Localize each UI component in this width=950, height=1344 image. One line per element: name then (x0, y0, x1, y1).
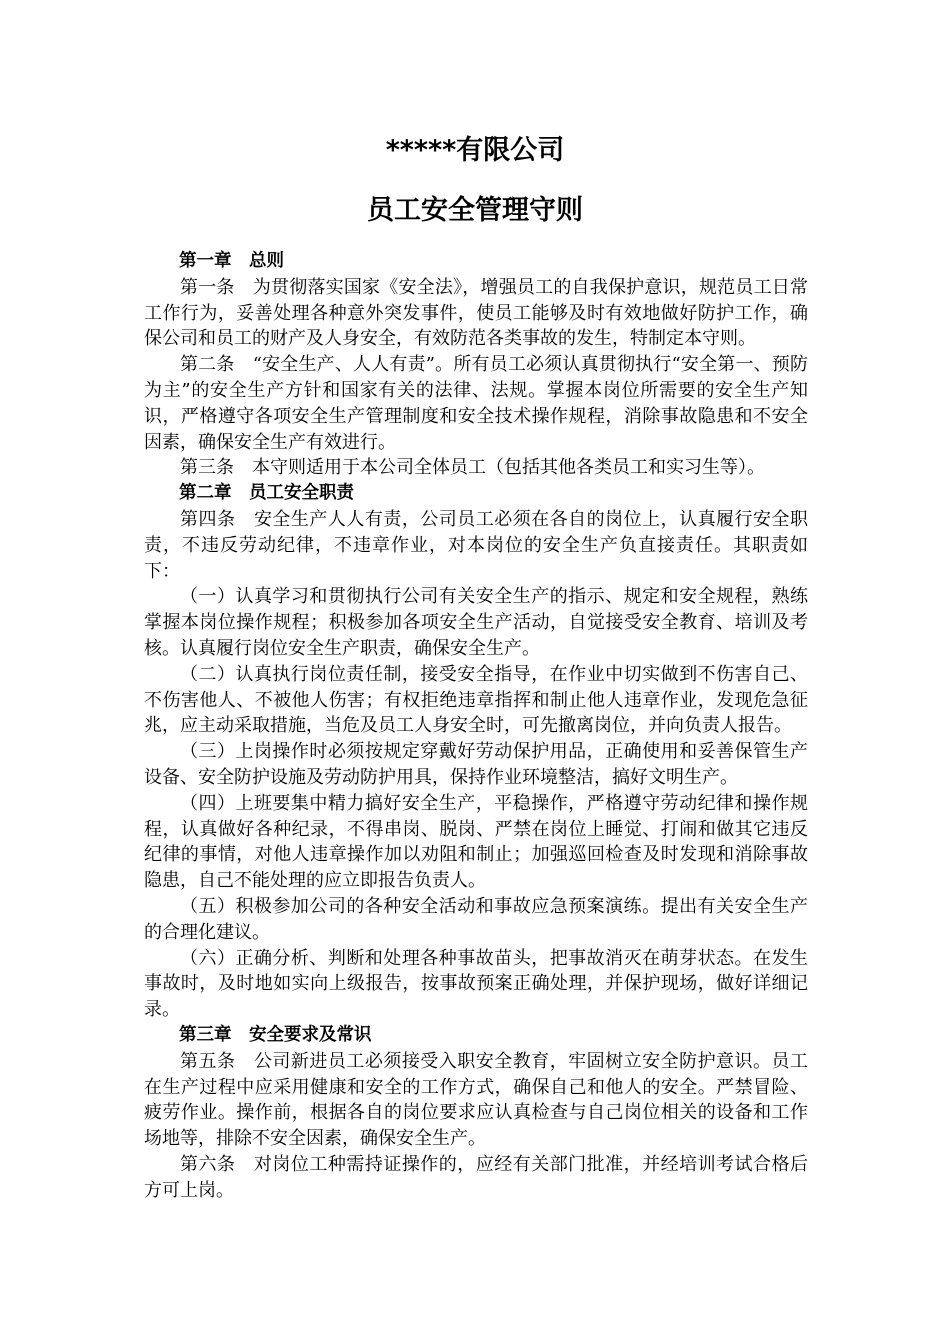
paragraph: 第三条 本守则适用于本公司全体员工（包括其他各类员工和实习生等）。 (180, 457, 765, 479)
document-title: 员工安全管理守则 (367, 195, 583, 226)
paragraph: （一）认真学习和贯彻执行公司有关安全生产的指示、规定和安全规程，熟练掌握本岗位操作规程；积极参加各项安全生产活动，自觉接受安全教育、培训及考核。认真履行岗位安全生产职责，确保安全生产。 (144, 586, 808, 659)
paragraph: 第六条 对岗位工种需持证操作的，应经有关部门批准，并经培训考试合格后方可上岗。 (144, 1153, 808, 1201)
paragraph: 第四条 安全生产人人有责，公司员工必须在各自的岗位上，认真履行安全职责，不违反劳动纪律，不违章作业，对本岗位的安全生产负直接责任。其职责如下： (144, 508, 808, 582)
chapter-heading: 第三章 安全要求及常识 (179, 1024, 372, 1045)
paragraph: 第二条 “安全生产、人人有责”。所有员工必须认真贯彻执行“安全第一、预防为主”的安全生产方针和国家有关的法律、法规。掌握本岗位所需要的安全生产知识，严格遵守各项安全生产管理制度和安全技术操作规程，消除事故隐患和不安全因素，确保安全生产有效进行。 (144, 354, 808, 453)
document-body (144, 249, 808, 1203)
paragraph: （五）积极参加公司的各种安全活动和事故应急预案演练。提出有关安全生产的合理化建议。 (144, 895, 808, 943)
paragraph: 第五条 公司新进员工必须接受入职安全教育，牢固树立安全防护意识。员工在生产过程中应采用健康和安全的工作方式，确保自己和他人的安全。严禁冒险、疲劳作业。操作前，根据各自的岗位要求应认真检查与自己岗位相关的设备和工作场地等，排除不安全因素，确保安全生产。 (144, 1050, 808, 1150)
paragraph: （二）认真执行岗位责任制，接受安全指导，在作业中切实做到不伤害自己、不伤害他人、不被他人伤害；有权拒绝违章指挥和制止他人违章作业，发现危急征兆，应主动采取措施，当危及员工人身安全时，可先撤离岗位，并向负责人报告。 (144, 663, 808, 737)
paragraph: 第一条 为贯彻落实国家《安全法》，增强员工的自我保护意识，规范员工日常工作行为，妥善处理各种意外突发事件，使员工能够及时有效地做好防护工作，确保公司和员工的财产及人身安全，有效防范各类事故的发生，特制定本守则。 (144, 276, 808, 350)
chapter-heading: 第二章 员工安全职责 (179, 483, 354, 504)
paragraph: （六）正确分析、判断和处理各种事故苗头，把事故消灭在萌芽状态。在发生事故时，及时地如实向上级报告，按事故预案正确处理，并保护现场，做好详细记录。 (144, 947, 808, 1021)
company-name: *****有限公司 (385, 135, 565, 166)
title-block (0, 128, 950, 234)
paragraph: （四）上班要集中精力搞好安全生产，平稳操作，严格遵守劳动纪律和操作规程，认真做好各种纪录，不得串岗、脱岗、严禁在岗位上睡觉、打闹和做其它违反纪律的事情，对他人违章操作加以劝阻和制止；加强巡回检查及时发现和消除事故隐患，自己不能处理的应立即报告负责人。 (144, 792, 808, 892)
chapter-heading: 第一章 总则 (179, 251, 284, 271)
paragraph: （三）上岗操作时必须按规定穿戴好劳动保护用品，正确使用和妥善保管生产设备、安全防护设施及劳动防护用具，保持作业环境整洁，搞好文明生产。 (144, 741, 808, 788)
